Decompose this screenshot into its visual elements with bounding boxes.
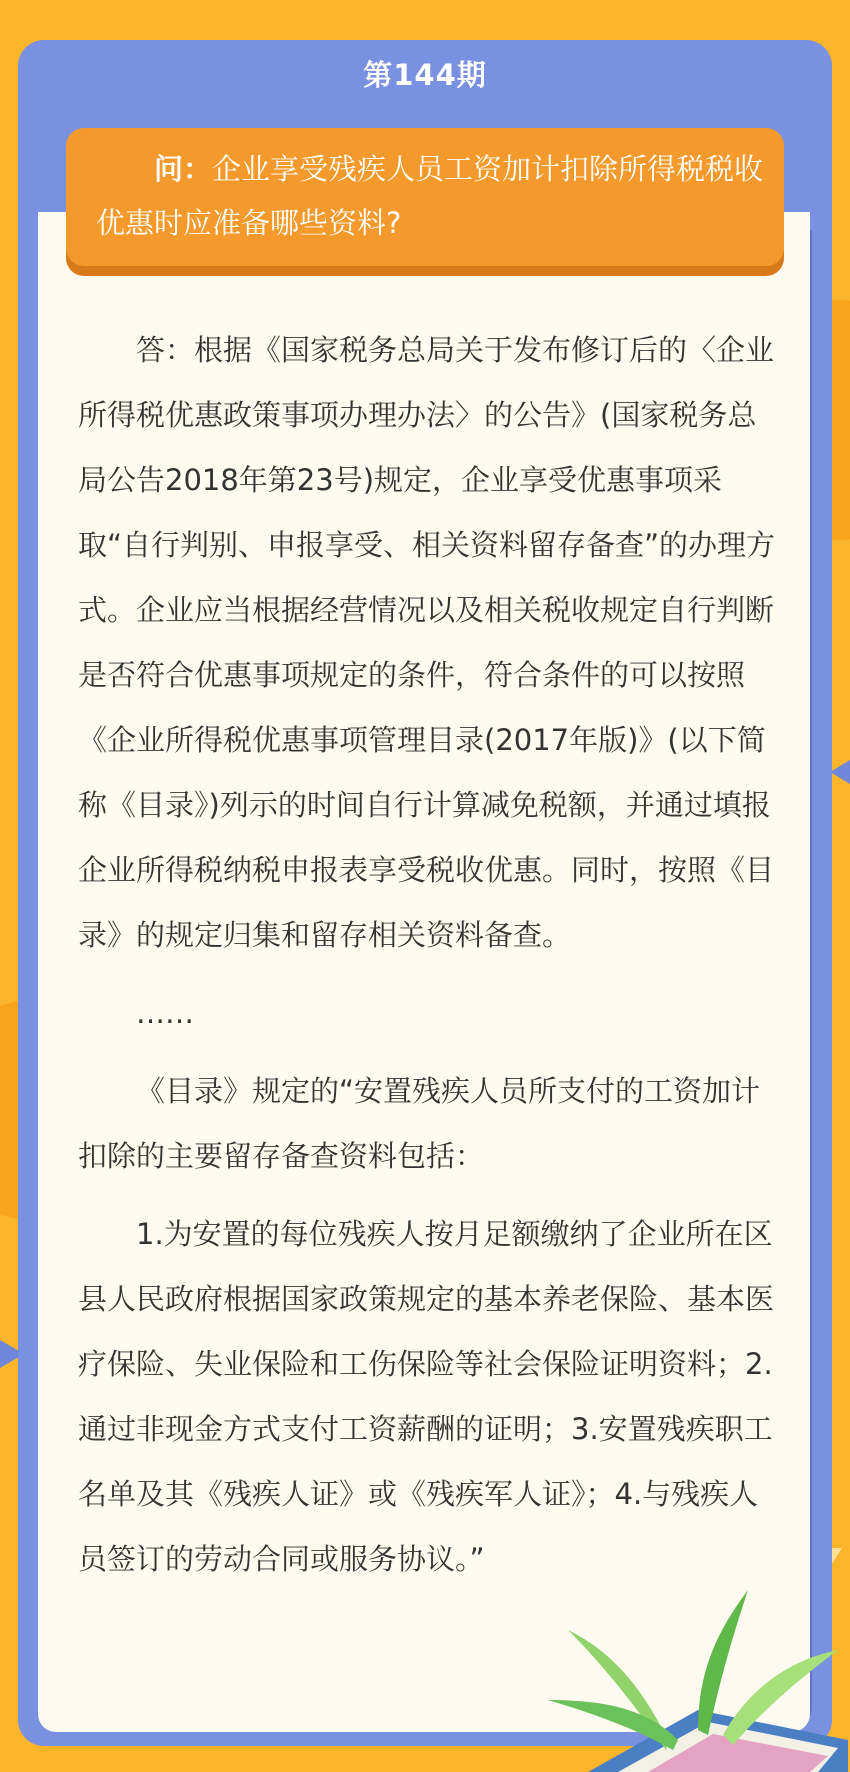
question-box [66, 128, 784, 266]
answer-paragraph: 1.为安置的每位残疾人按月足额缴纳了企业所在区县人民政府根据国家政策规定的基本养老保险、基本医疗保险、失业保险和工伤保险等社会保险证明资料；2.通过非现金方式支付工资薪酬的证明；3.安置残疾职工名单及其《残疾人证》或《残疾军人证》；4.与残疾人员签订的劳动合同或服务协议。” [78, 1217, 775, 1576]
plant-book-icon [548, 1590, 850, 1772]
question-prefix: 问： [154, 152, 213, 186]
answer-body [78, 318, 778, 1592]
question-body: 企业享受残疾人员工资加计扣除所得税税收优惠时应准备哪些资料? [96, 152, 764, 240]
decorative-triangle [830, 760, 850, 784]
answer-paragraph: 答：根据《国家税务总局关于发布修订后的〈企业所得税优惠政策事项办理办法〉的公告》(国家税务总局公告2018年第23号)规定，企业享受优惠事项采取“自行判别、申报享受、相关资料留存备查”的办理方式。企业应当根据经营情况以及相关税收规定自行判断是否符合优惠事项规定的条件，符合条件的可以按照《企业所得税优惠事项管理目录(2017年版)》(以下简称《目录》)列示的时间自行计算减免税额，并通过填报企业所得税纳税申报表享受税收优惠。同时，按照《目录》的规定归集和留存相关资料备查。 [78, 333, 776, 952]
answer-paragraph: 《目录》规定的“安置残疾人员所支付的工资加计扣除的主要留存备查资料包括： [78, 1074, 761, 1173]
question-text [96, 142, 766, 250]
issue-number: 第144期 [363, 58, 487, 92]
answer-ellipsis: …… [136, 996, 194, 1030]
